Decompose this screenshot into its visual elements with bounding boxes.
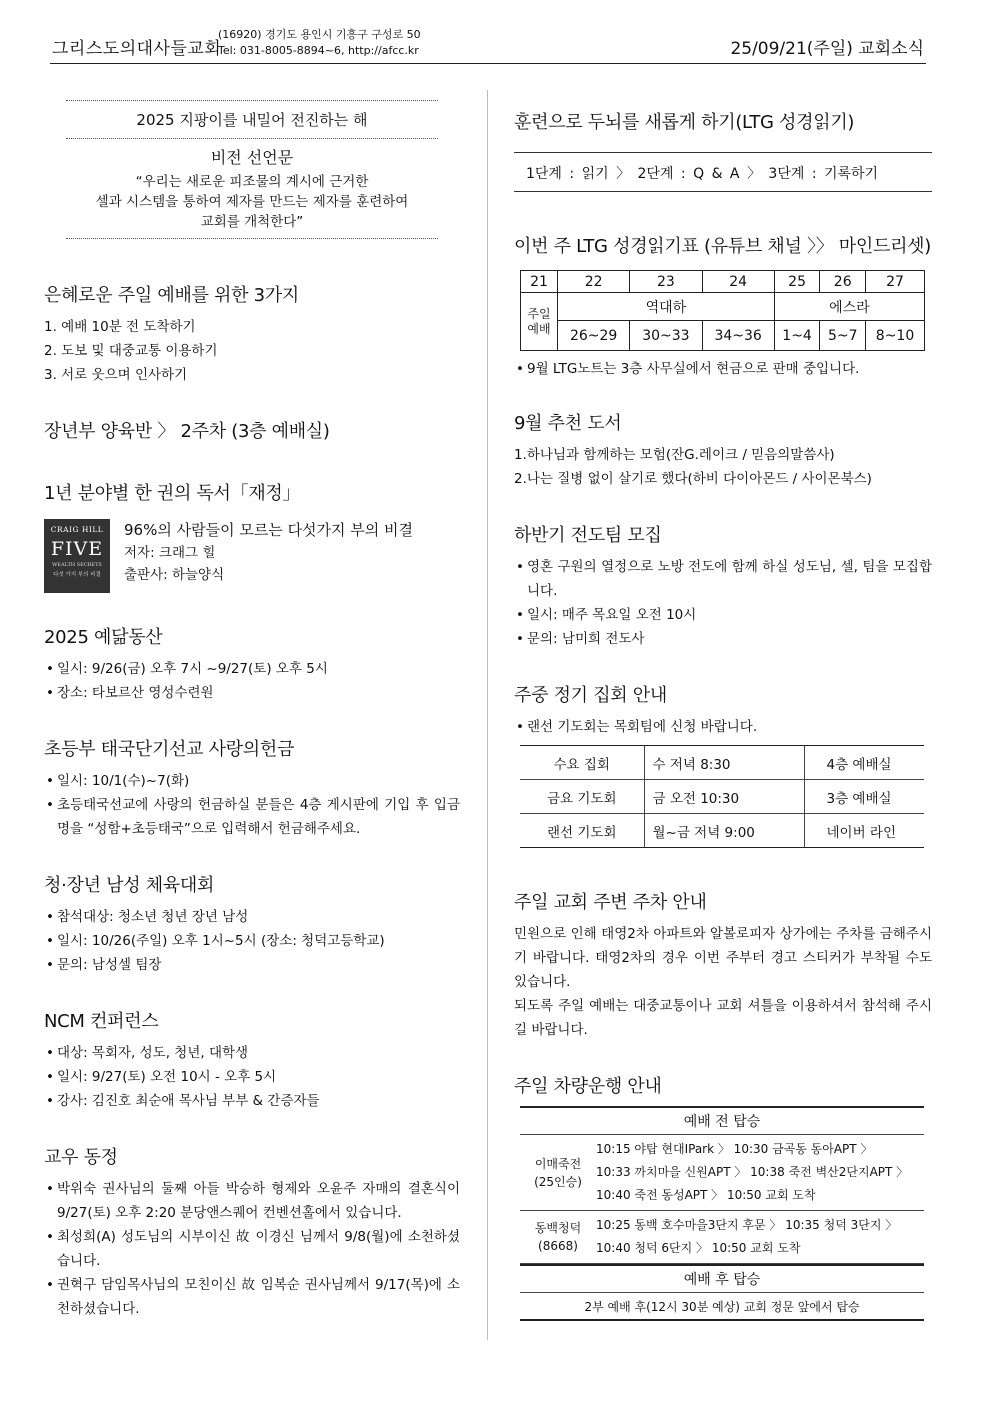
ltg-steps: 1단계 : 읽기 〉 2단계 : Q & A 〉 3단계 : 기록하기 — [514, 152, 932, 192]
meeting-place: 4층 예배실 — [804, 746, 924, 780]
news-section — [44, 1143, 460, 1321]
list-item: • 참석대상: 청소년 청년 장년 남성 — [44, 905, 460, 929]
list-item: 3. 서로 웃으며 인사하기 — [44, 367, 188, 383]
section-title: 하반기 전도팀 모집 — [514, 525, 662, 546]
row-label: 주일 — [527, 306, 551, 321]
list-item: 2. 도보 및 대중교통 이용하기 — [44, 343, 218, 359]
day-cell: 21 — [521, 271, 558, 293]
books-section — [514, 409, 932, 491]
route-label: 동백청덕 — [534, 1221, 582, 1235]
cover-author: CRAIG HILL — [50, 525, 104, 534]
section-title: 은혜로운 주일 예배를 위한 3가지 — [44, 285, 299, 306]
church-address: (16920) 경기도 용인시 기흥구 구성로 50 — [218, 28, 421, 41]
reading-section — [44, 479, 460, 593]
after-worship-header: 예배 후 탑승 — [520, 1264, 924, 1293]
ltg-note: • 9월 LTG노트는 3층 사무실에서 현금으로 판매 중입니다. — [514, 357, 932, 381]
day-cell: 23 — [630, 271, 702, 293]
stop-line: 10:40 죽전 동성APT 〉 10:50 교회 도착 — [596, 1188, 816, 1202]
list-item: 2.나는 질병 없이 살기로 했다(하비 다이아몬드 / 사이몬북스) — [514, 471, 872, 487]
left-column — [44, 100, 460, 1321]
meeting-time: 수 저녁 8:30 — [644, 746, 804, 780]
bulletin-date: 25/09/21(주일) 교회소식 — [730, 39, 924, 59]
chapter-cell: 5~7 — [820, 321, 866, 351]
parking-section — [514, 888, 932, 1042]
after-worship-info: 2부 예배 후(12시 30분 예상) 교회 정문 앞에서 탑승 — [520, 1293, 924, 1321]
section-title: 주일 교회 주변 주차 안내 — [514, 892, 707, 913]
section-title: 주중 정기 집회 안내 — [514, 685, 667, 706]
list-item: • 초등태국선교에 사랑의 헌금하실 분들은 4층 게시판에 기입 후 입금명을 “성함+초등태국”으로 입력해서 헌금해주세요. — [44, 793, 460, 841]
list-item: • 일시: 10/1(수)~7(화) — [44, 769, 460, 793]
list-item: • 최성희(A) 성도님의 시부이신 故 이경신 님께서 9/8(월)에 소천하셨습니다. — [44, 1225, 460, 1273]
meeting-time: 금 오전 10:30 — [644, 780, 804, 814]
list-item: • 대상: 목회자, 성도, 청년, 대학생 — [44, 1041, 460, 1065]
list-item: • 권혁구 담임목사님의 모친이신 故 임복순 권사님께서 9/17(목)에 소천하셨습니다. — [44, 1273, 460, 1321]
cover-korean-title: 다섯 가지 부의 비결 — [53, 572, 101, 578]
day-cell: 24 — [702, 271, 774, 293]
section-title: NCM 컨퍼런스 — [44, 1011, 159, 1032]
right-column — [514, 108, 932, 1321]
list-item: • 박위숙 권사님의 둘째 아들 박승하 형제와 오윤주 자매의 결혼식이 9/27(토) 오후 2:20 분당앤스퀘어 컨벤션홀에서 있습니다. — [44, 1177, 460, 1225]
list-item: • 영혼 구원의 열정으로 노방 전도에 함께 하실 성도님, 셀, 팀을 모집합니다. — [514, 555, 932, 603]
church-address-block — [218, 27, 421, 59]
route-label: 이매죽전 — [534, 1156, 582, 1171]
route-stops — [596, 1214, 924, 1260]
section-title: 교우 동정 — [44, 1147, 118, 1168]
meeting-name: 금요 기도회 — [520, 780, 644, 814]
book-publisher: 출판사: 하늘양식 — [124, 567, 225, 583]
ltg-reading-table — [520, 270, 925, 351]
meeting-name: 수요 집회 — [520, 746, 644, 780]
section-title: 주일 차량운행 안내 — [514, 1076, 662, 1097]
list-item: 1. 예배 10분 전 도착하기 — [44, 319, 196, 335]
shuttle-section — [514, 1072, 932, 1321]
section-title: 이번 주 LTG 성경읽기표 (유튜브 채널 〉〉 마인드리셋) — [514, 236, 931, 257]
parenting-section — [44, 417, 460, 443]
book-cell: 에스라 — [774, 293, 924, 321]
route-vehicle: (25인승) — [534, 1174, 582, 1189]
stop-line: 10:15 야탑 현대IPark 〉 10:30 금곡동 동아APT 〉 — [596, 1142, 873, 1156]
list-item: • 일시: 9/26(금) 오후 7시 ~9/27(토) 오후 5시 — [44, 657, 460, 681]
vision-year-title: 2025 지팡이를 내밀어 전진하는 해 — [66, 109, 438, 139]
column-divider — [487, 90, 488, 1340]
book-cover-image — [44, 519, 110, 593]
parking-paragraph: 민원으로 인해 태영2차 아파트와 알볼로피자 상가에는 주차를 금해주시기 바랍니다. 태영2차의 경우 이번 주부터 경고 스티커가 부착될 수도 있습니다. — [514, 926, 932, 990]
vision-statement — [66, 172, 438, 232]
section-title: 청·장년 남성 체육대회 — [44, 875, 215, 896]
book-author: 저자: 크래그 힐 — [124, 545, 216, 561]
offering-section — [44, 735, 460, 841]
book-entry — [44, 517, 460, 593]
vision-line: “우리는 새로운 피조물의 계시에 근거한 — [135, 174, 369, 190]
shuttle-table — [520, 1106, 924, 1321]
table-row — [521, 271, 925, 293]
shuttle-route-row — [520, 1135, 924, 1211]
route-name — [520, 1138, 596, 1207]
chapter-cell: 8~10 — [866, 321, 925, 351]
day-cell: 22 — [558, 271, 630, 293]
section-title: 9월 추천 도서 — [514, 413, 622, 434]
book-info — [124, 517, 413, 593]
vision-line: 셀과 시스템을 통하여 제자를 만드는 제자를 훈련하여 — [95, 194, 409, 210]
day-cell: 27 — [866, 271, 925, 293]
section-title: 2025 예닮동산 — [44, 627, 163, 648]
day-cell: 25 — [774, 271, 820, 293]
evangel-section — [514, 521, 932, 651]
church-contact: Tel: 031-8005-8894~6, http://afcc.kr — [218, 44, 419, 57]
chapter-cell: 34~36 — [702, 321, 774, 351]
book-cell: 역대하 — [558, 293, 775, 321]
book-title: 96%의 사람들이 모르는 다섯가지 부의 비결 — [124, 521, 414, 539]
chapter-cell: 1~4 — [774, 321, 820, 351]
table-row — [520, 814, 924, 848]
table-row — [521, 321, 925, 351]
list-item: • 일시: 매주 목요일 오전 10시 — [514, 603, 932, 627]
chapter-cell: 30~33 — [630, 321, 702, 351]
table-row — [520, 780, 924, 814]
meeting-place: 네이버 라인 — [804, 814, 924, 848]
parking-paragraph: 되도록 주일 예배는 대중교통이나 교회 셔틀을 이용하셔서 참석해 주시길 바랍니다. — [514, 998, 932, 1038]
shuttle-route-row — [520, 1211, 924, 1264]
meeting-place: 3층 예배실 — [804, 780, 924, 814]
before-worship-header: 예배 전 탑승 — [520, 1106, 924, 1135]
list-item: • 장소: 타보르산 영성수련원 — [44, 681, 460, 705]
list-item: • 강사: 김진호 최순애 목사님 부부 & 간증자들 — [44, 1089, 460, 1113]
section-title: 훈련으로 두뇌를 새롭게 하기(LTG 성경읽기) — [514, 112, 855, 133]
sunday-worship-cell — [521, 293, 558, 351]
section-title: 1년 분야별 한 권의 독서「재정」 — [44, 483, 301, 504]
meetings-section — [514, 681, 932, 848]
worship-section — [44, 281, 460, 387]
page-header — [50, 24, 926, 64]
list-item: • 일시: 10/26(주일) 오후 1시~5시 (장소: 청덕고등학교) — [44, 929, 460, 953]
stop-line: 10:33 까치마을 신원APT 〉 10:38 죽전 벽산2단지APT 〉 — [596, 1165, 909, 1179]
list-item: • 문의: 남미희 전도사 — [514, 627, 932, 651]
route-stops — [596, 1138, 924, 1207]
ltg-table-section — [514, 232, 932, 381]
church-name: 그리스도의대사들교회 — [52, 39, 222, 59]
route-vehicle: (8668) — [538, 1239, 578, 1253]
route-name — [520, 1214, 596, 1260]
stop-line: 10:25 동백 호수마을3단지 후문 〉 10:35 청덕 3단지 〉 — [596, 1218, 898, 1232]
table-row — [520, 746, 924, 780]
day-cell: 26 — [820, 271, 866, 293]
section-title: 장년부 양육반 〉 2주차 (3층 예배실) — [44, 421, 330, 442]
vision-title: 비전 선언문 — [210, 148, 294, 167]
vision-box — [66, 100, 438, 239]
meetings-table — [520, 745, 924, 848]
table-row — [521, 293, 925, 321]
sports-section — [44, 871, 460, 977]
stop-line: 10:40 청덕 6단지 〉 10:50 교회 도착 — [596, 1241, 801, 1255]
cover-subtitle: WEALTH SECRETS — [52, 562, 102, 568]
meetings-note: • 랜선 기도회는 목회팀에 신청 바랍니다. — [514, 715, 932, 739]
cover-title: FIVE — [50, 538, 104, 560]
ltg-section — [514, 108, 932, 192]
list-item: 1.하나님과 함께하는 모험(잔G.레이크 / 믿음의말씀사) — [514, 447, 835, 463]
meeting-time: 월~금 저녁 9:00 — [644, 814, 804, 848]
vision-line: 교회를 개척한다” — [200, 214, 304, 230]
list-item: • 일시: 9/27(토) 오전 10시 - 오후 5시 — [44, 1065, 460, 1089]
meeting-name: 랜선 기도회 — [520, 814, 644, 848]
yedap-section — [44, 623, 460, 705]
section-title: 초등부 태국단기선교 사랑의헌금 — [44, 739, 295, 760]
row-label: 예배 — [527, 321, 551, 336]
ncm-section — [44, 1007, 460, 1113]
list-item: • 문의: 남성셀 팀장 — [44, 953, 460, 977]
chapter-cell: 26~29 — [558, 321, 630, 351]
